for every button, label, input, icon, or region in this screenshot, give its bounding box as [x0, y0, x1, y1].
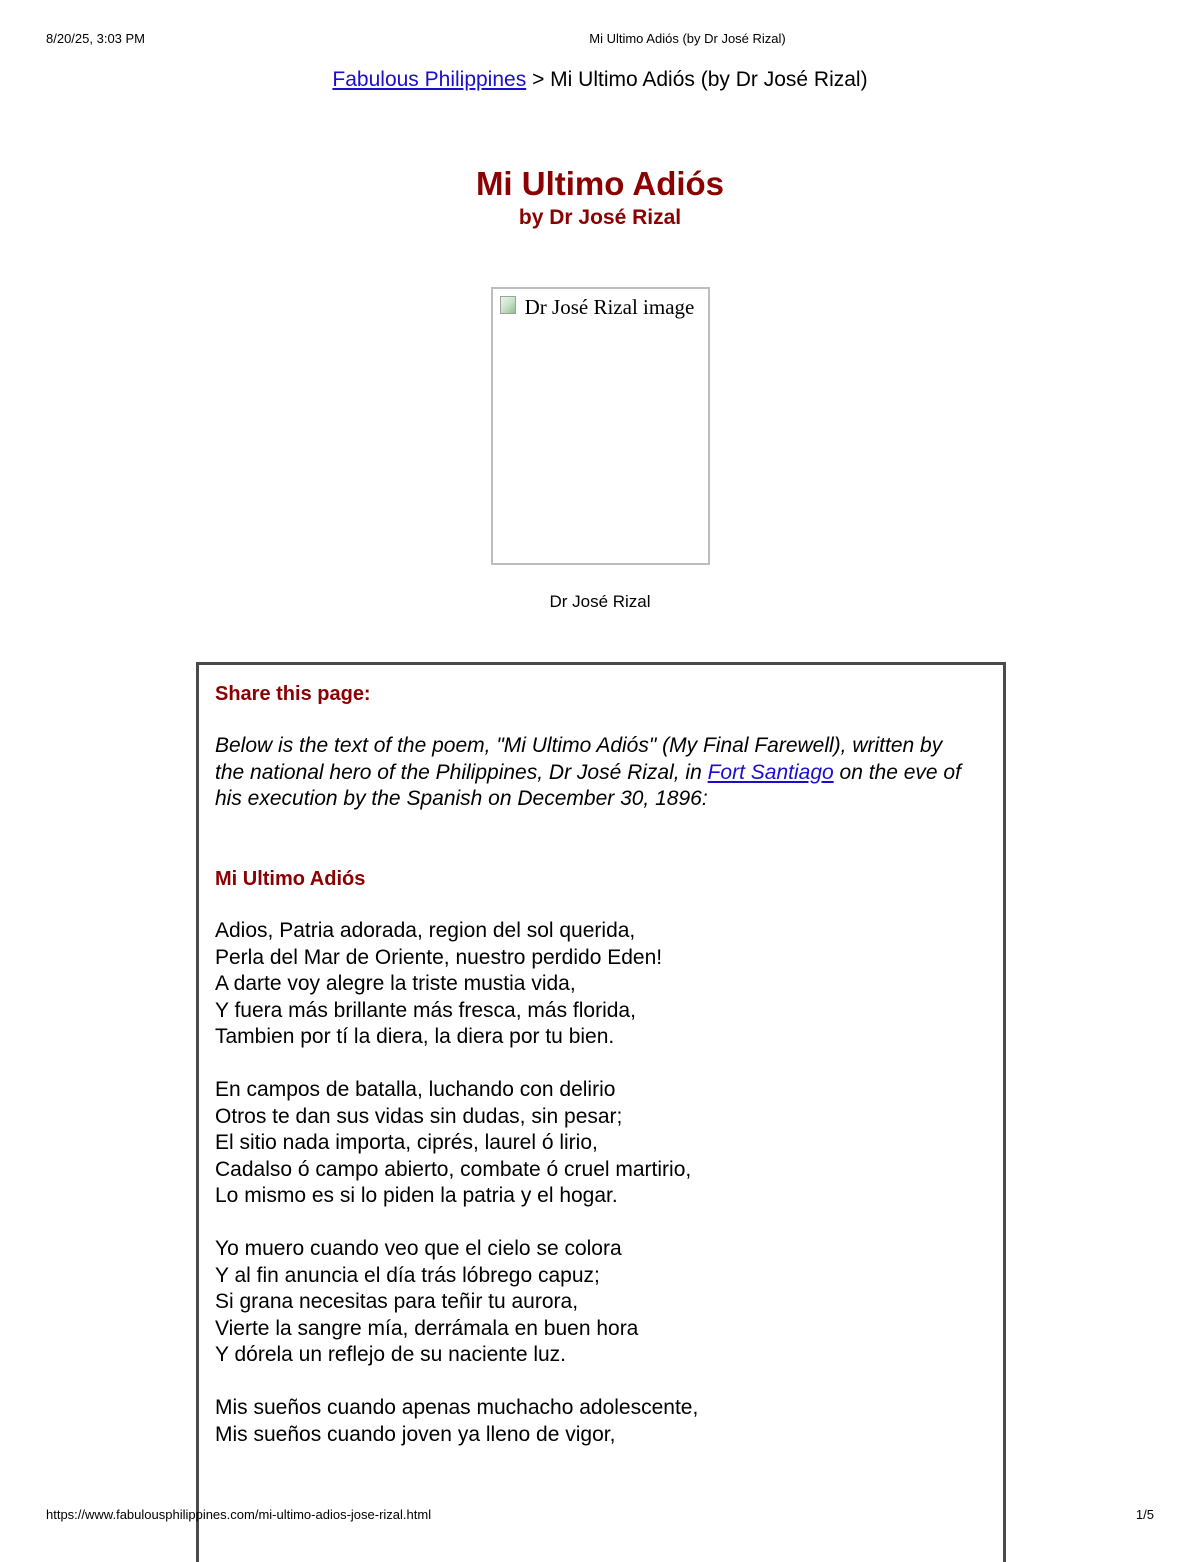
print-footer [0, 1507, 1200, 1525]
print-date: 8/20/25, 3:03 PM [46, 31, 146, 46]
poem-line: A darte voy alegre la triste mustia vida, [215, 972, 576, 995]
content-box [196, 662, 1006, 1562]
content-inner [215, 681, 975, 1448]
poem-line: Yo muero cuando veo que el cielo se colora [215, 1237, 622, 1260]
portrait-image-placeholder [491, 287, 710, 565]
breadcrumb-current: Mi Ultimo Adiós (by Dr José Rizal) [550, 68, 868, 91]
poem-stanza-3 [215, 1236, 975, 1369]
poem-line: Otros te dan sus vidas sin dudas, sin pesar; [215, 1104, 623, 1128]
image-alt-text: Dr José Rizal image [524, 295, 695, 319]
breadcrumb [0, 68, 1200, 92]
poem-line: Y al fin anuncia el día trás lóbrego capuz; [215, 1263, 600, 1287]
poem-line: Tambien por tí la diera, la diera por tu bien. [215, 1025, 615, 1048]
share-label: Share this page: [215, 683, 371, 705]
intro-text-end: on the eve of his execution by the Spanish on December 30, 1896: [215, 760, 961, 810]
fort-santiago-link[interactable]: Fort Santiago [707, 760, 834, 784]
print-title: Mi Ultimo Adiós (by Dr José Rizal) [589, 31, 786, 46]
poem-line: Cadalso ó campo abierto, combate ó cruel martirio, [215, 1157, 692, 1181]
page-byline: by Dr José Rizal [518, 206, 682, 229]
title-block [0, 164, 1200, 232]
image-caption: Dr José Rizal [549, 592, 651, 611]
poem-line: Y dórela un reflejo de su naciente luz. [215, 1343, 567, 1366]
breadcrumb-home-link[interactable]: Fabulous Philippines [332, 68, 527, 91]
poem-line: En campos de batalla, luchando con delirio [215, 1078, 616, 1101]
footer-page-number: 1/5 [1135, 1507, 1154, 1522]
poem-stanza-1 [215, 918, 975, 1051]
intro-text-start: Below is the text of the poem, "Mi Ultimo Adiós" (My Final Farewell), written by the national hero of the Philippines, Dr José Rizal, in [215, 734, 943, 784]
footer-url: https://www.fabulousphilippines.com/mi-ultimo-adios-jose-rizal.html [46, 1507, 432, 1522]
poem-title: Mi Ultimo Adiós [215, 867, 366, 890]
poem-stanza-2 [215, 1077, 975, 1210]
poem-line: Y fuera más brillante más fresca, más florida, [215, 998, 636, 1022]
poem-line: Si grana necesitas para teñir tu aurora, [215, 1290, 579, 1313]
poem-line: Lo mismo es si lo piden la patria y el hogar. [215, 1184, 618, 1207]
breadcrumb-separator: > [532, 68, 545, 91]
intro-text [215, 733, 975, 813]
poem-line: Adios, Patria adorada, region del sol querida, [215, 919, 636, 942]
poem-line: El sitio nada importa, ciprés, laurel ó lirio, [215, 1131, 598, 1154]
print-header [0, 31, 1200, 49]
page-title: Mi Ultimo Adiós [475, 165, 725, 202]
poem-line: Perla del Mar de Oriente, nuestro perdido Eden! [215, 945, 663, 969]
poem-line: Mis sueños cuando joven ya lleno de vigor, [215, 1422, 616, 1446]
poem-line: Mis sueños cuando apenas muchacho adolescente, [215, 1396, 699, 1419]
poem-stanza-4 [215, 1395, 975, 1448]
poem-line: Vierte la sangre mía, derrámala en buen hora [215, 1316, 639, 1340]
